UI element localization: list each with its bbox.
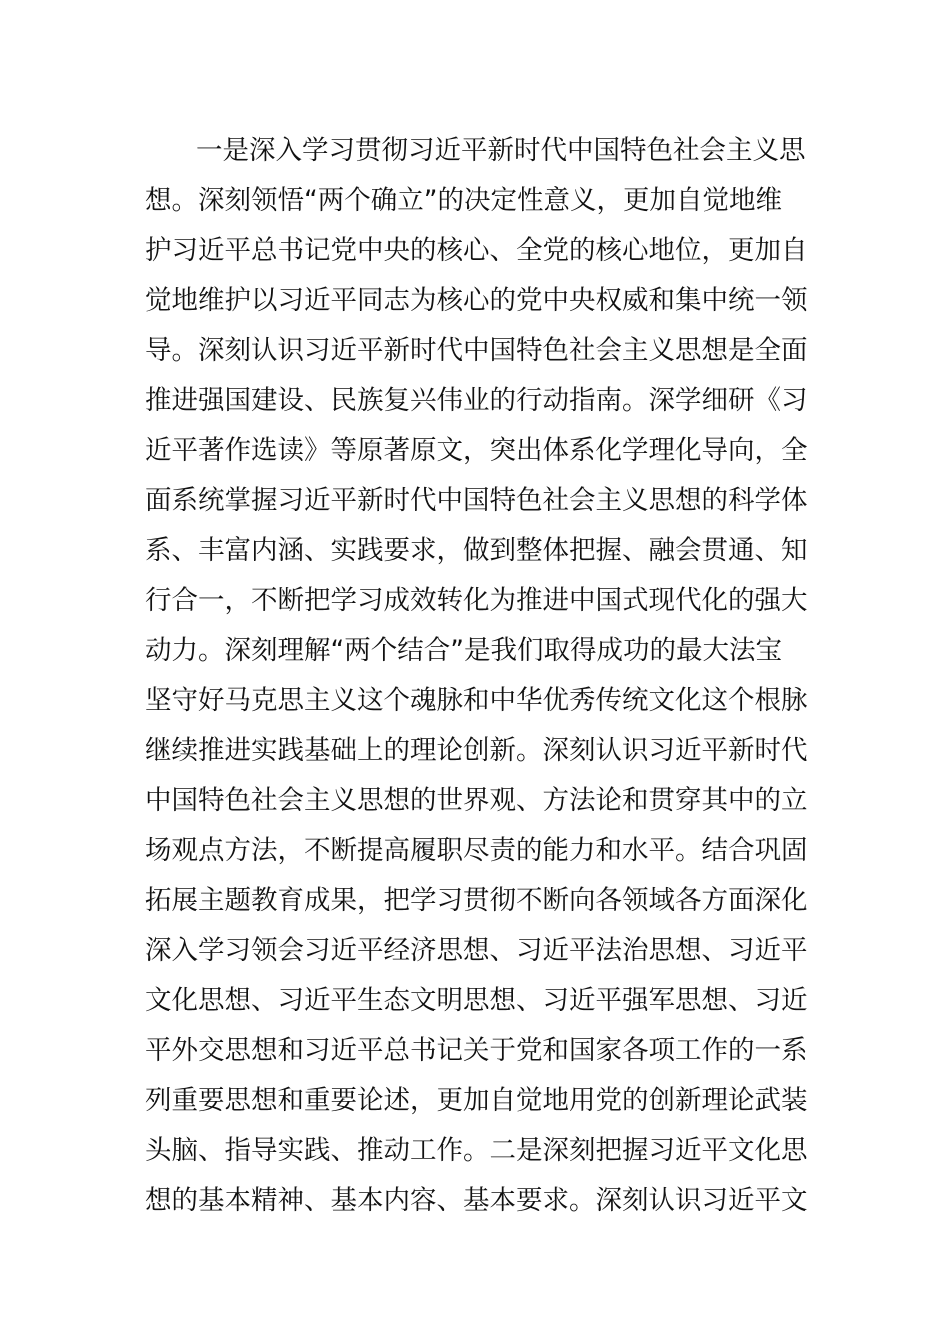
- text-line: 拓展主题教育成果，把学习贯彻不断向各领域各方面深化: [145, 885, 808, 916]
- text-line: 平外交思想和习近平总书记关于党和国家各项工作的一系: [145, 1035, 808, 1066]
- text-line: 系、丰富内涵、实践要求，做到整体把握、融会贯通、知: [145, 535, 808, 566]
- text-line: 行合一，不断把学习成效转化为推进中国式现代化的强大: [145, 585, 808, 616]
- text-line: 继续推进实践基础上的理论创新。深刻认识习近平新时代: [145, 735, 808, 766]
- text-line: 近平著作选读》等原著原文，突出体系化学理化导向，全: [145, 435, 808, 466]
- text-line: 场观点方法，不断提高履职尽责的能力和水平。结合巩固: [145, 835, 808, 866]
- text-line: 文化思想、习近平生态文明思想、习近平强军思想、习近: [145, 985, 808, 1016]
- text-line: 护习近平总书记党中央的核心、全党的核心地位，更加自: [145, 235, 808, 266]
- text-line: 推进强国建设、民族复兴伟业的行动指南。深学细研《习: [145, 385, 808, 416]
- text-line: 导。深刻认识习近平新时代中国特色社会主义思想是全面: [145, 335, 808, 366]
- text-line: 一是深入学习贯彻习近平新时代中国特色社会主义思: [196, 135, 806, 166]
- text-line: 觉地维护以习近平同志为核心的党中央权威和集中统一领: [145, 285, 808, 316]
- text-line: 面系统掌握习近平新时代中国特色社会主义思想的科学体: [145, 485, 808, 516]
- text-line: 想的基本精神、基本内容、基本要求。深刻认识习近平文: [145, 1185, 808, 1216]
- text-line: 动力。深刻理解“两个结合”是我们取得成功的最大法宝: [145, 635, 782, 666]
- text-line: 想。深刻领悟“两个确立”的决定性意义，更加自觉地维: [145, 185, 782, 216]
- text-line: 坚守好马克思主义这个魂脉和中华优秀传统文化这个根脉: [145, 685, 808, 716]
- text-line: 深入学习领会习近平经济思想、习近平法治思想、习近平: [145, 935, 808, 966]
- text-line: 列重要思想和重要论述，更加自觉地用党的创新理论武装: [145, 1085, 808, 1116]
- text-line: 中国特色社会主义思想的世界观、方法论和贯穿其中的立: [145, 785, 808, 816]
- text-line: 头脑、指导实践、推动工作。二是深刻把握习近平文化思: [145, 1135, 808, 1166]
